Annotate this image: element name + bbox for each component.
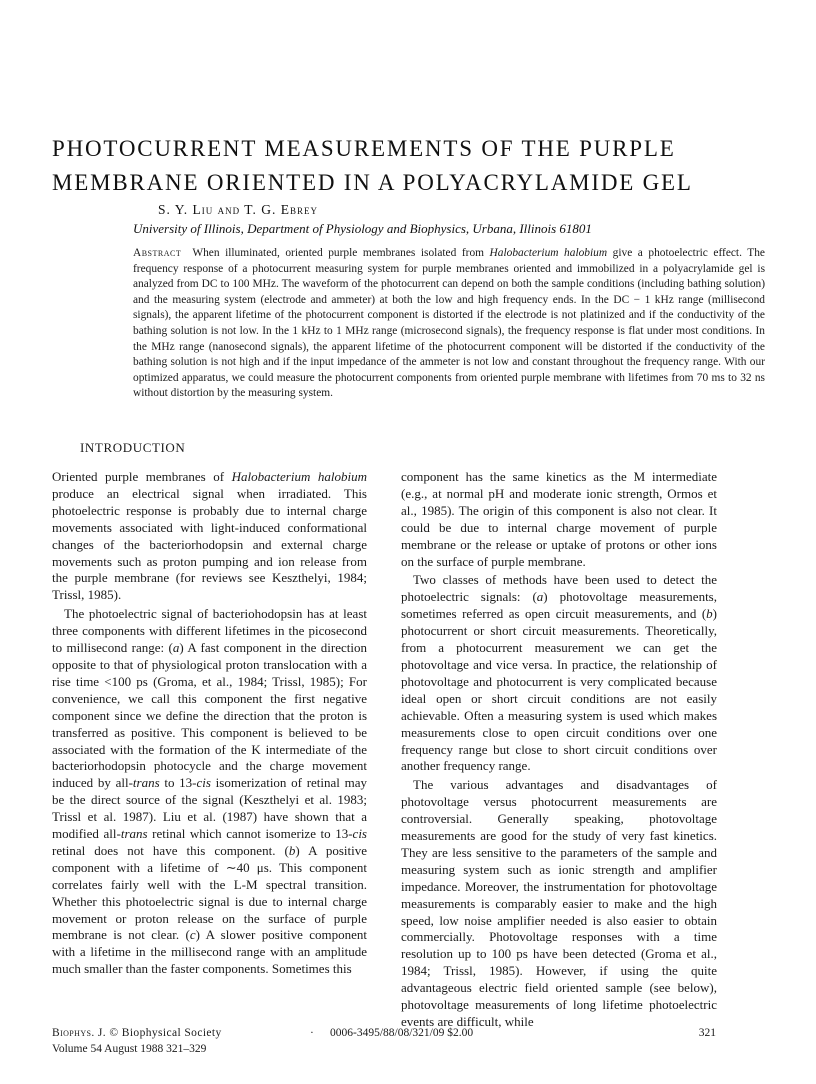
footer-journal	[52, 1025, 222, 1041]
article-authors: S. Y. Liu and T. G. Ebrey	[158, 202, 319, 217]
intro-paragraph-5: The various advantages and disadvantages of photovoltage versus photocurrent measurements are controversial. Generally speaking, photovoltage measurements are good for the study of very fast kinetics. They are less sensitive to the parameters of the sample and measuring system such as ionic strength and amplifier impedance. Moreover, the instrumentation for photovoltage measurements is comparably easier to make and the high speed, low noise amplifier needed is also easier to obtain commercially. Photovoltage responses with a time resolution up to 100 ps have been detected (Groma et al., 1984; Trissl, 1985). However, if using the quite advantageous electric field oriented sample (see below), photovoltage measurements of long lifetime photoelectric events are difficult, while	[401, 777, 717, 1029]
intro-paragraph-4: Two classes of methods have been used to detect the photoelectric signals: (a) photovoltage measurements, sometimes referred as open circuit measurements, and (b) photocurrent or short circuit measurements. Theoretically, from a photocurrent measurement we can get the photovoltage and vice versa. In practice, the relationship of photovoltage and photocurrent is very complicated because ideal open or short circuit conditions are not easily achievable. Often a measuring system is used which makes measurements close to open circuit conditions over one frequency range but close to short circuit conditions over another frequency range.	[401, 572, 717, 774]
page-footer	[52, 1025, 716, 1057]
footer-journal-name: Biophys. J.	[52, 1027, 107, 1039]
intro-paragraph-1: Oriented purple membranes of Halobacterium halobium produce an electrical signal when irradiated. This photoelectric response is probably due to internal charge movements associated with light-induced conformational changes of the bacteriorhodopsin and external charge movements such as proton pumping and ion release from the purple membrane (for reviews see Keszthelyi, 1984; Trissl, 1985).	[52, 469, 367, 603]
abstract-label: Abstract	[133, 247, 182, 259]
abstract-text: When illuminated, oriented purple membranes isolated from Halobacterium halobium give a photoelectric effect. The frequency response of a photocurrent measuring system for purple membranes oriented and immobilized in a polyacrylamide gel is analyzed from DC to 100 MHz. The waveform of the photocurrent can depend on both the sample conditions (including bathing solution) and the measuring system (electrode and ammeter) at both the low and high frequency ends. In the DC − 1 kHz range (millisecond signals), the apparent lifetime of the photocurrent component is distorted if the electrode is not platinized and if the conductivity of the bathing solution is not low. In the 1 kHz to 1 MHz range (microsecond signals), the frequency response is flat under most conditions. In the MHz range (nanosecond signals), the apparent lifetime of the photocurrent component will be distorted if the conductivity of the bathing solution is not high and if the input impedance of the ammeter is not low and constant throughout the frequency range. With our optimized apparatus, we could measure the photocurrent components from oriented purple membrane with lifetimes from 70 ms to 32 ns without distortion by the measuring system.	[133, 247, 765, 400]
article-title: PHOTOCURRENT MEASUREMENTS OF THE PURPLE MEMBRANE ORIENTED IN A POLYACRYLAMIDE GEL	[52, 136, 693, 195]
right-column	[401, 469, 717, 1031]
abstract	[133, 246, 765, 402]
section-heading-introduction: INTRODUCTION	[80, 440, 186, 455]
footer-separator: ·	[310, 1027, 314, 1039]
intro-paragraph-3: component has the same kinetics as the M intermediate (e.g., at normal pH and moderate ionic strength, Ormos et al., 1985). The origin of this component is also not clear. It could be due to internal charge movement of purple membrane or the release or uptake of protons or other ions on the surface of purple membrane.	[401, 469, 717, 569]
footer-society: © Biophysical Society	[109, 1027, 222, 1039]
footer-row-2	[52, 1041, 716, 1057]
left-column	[52, 469, 367, 978]
footer-row-1	[52, 1025, 716, 1041]
footer-volume-line: Volume 54 August 1988 321–329	[52, 1043, 207, 1055]
footer-issn-price: 0006-3495/88/08/321/09 $2.00	[330, 1027, 474, 1039]
page-number: 321	[698, 1027, 716, 1039]
intro-paragraph-2: The photoelectric signal of bacteriohodopsin has at least three components with different lifetimes in the picosecond to millisecond range: (a) A fast component in the direction opposite to that of physiological proton translocation with a rise time <100 ps (Groma, et al., 1984; Trissl, 1985); For convenience, we call this component the first negative component since we define the direction that the proton is transferred as positive. This component is believed to be associated with the formation of the K intermediate of the bacteriorhodopsin photocycle and the charge movement induced by all-trans to 13-cis isomerization of retinal may be the direct source of the signal (Keszthelyi et al. 1983; Trissl et al. 1987). Liu et al. (1987) have shown that a modified all-trans retinal which cannot isomerize to 13-cis retinal does not have this component. (b) A positive component with a lifetime of ∼40 μs. This component correlates fairly well with the L-M spectral transition. Whether this photoelectric signal is due to internal charge movement or proton release on the surface of purple membrane is not clear. (c) A slower positive component with a lifetime in the millisecond range with an amplitude much smaller than the faster components. Sometimes this	[52, 606, 368, 977]
author-affiliation: University of Illinois, Department of Physiology and Biophysics, Urbana, Illinois 61801	[133, 221, 592, 236]
